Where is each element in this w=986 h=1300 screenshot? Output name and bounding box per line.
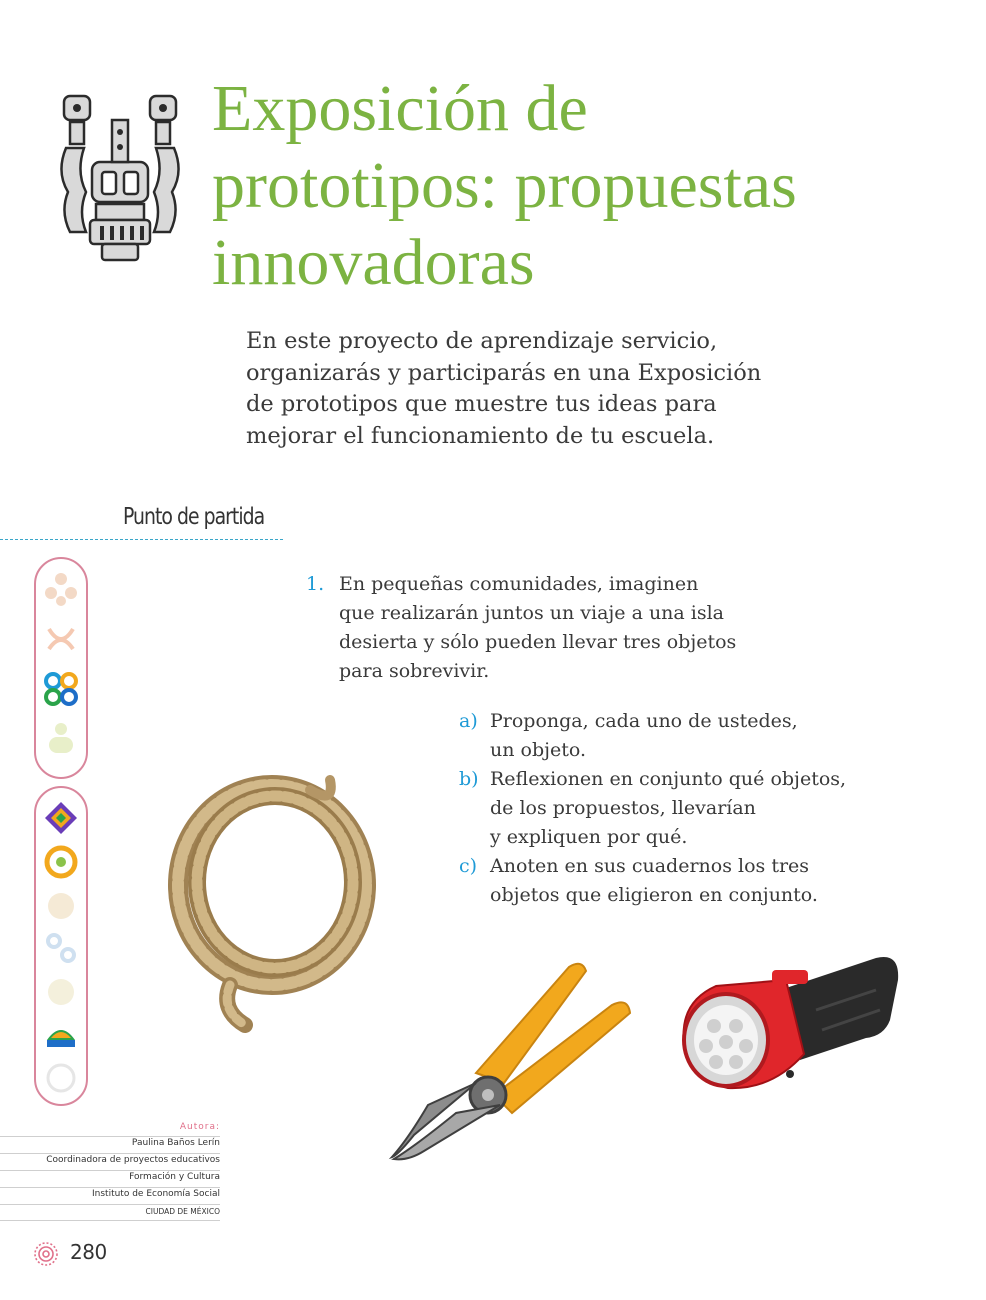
credit-rule	[0, 1153, 220, 1154]
subitem-letter: a)	[459, 710, 478, 732]
section-divider	[0, 539, 283, 540]
question-line: para sobrevivir.	[339, 660, 490, 682]
subitem-line: Proponga, cada uno de ustedes,	[490, 710, 798, 732]
question-line: que realizarán juntos un viaje a una isla	[339, 602, 725, 624]
axis-icon-4	[41, 719, 81, 759]
field-icon-3	[43, 888, 79, 924]
page-number: 280	[70, 1240, 107, 1264]
intro-line: mejorar el funcionamiento de tu escuela.	[246, 422, 715, 449]
credit-city: CIUDAD DE MÉXICO	[145, 1207, 220, 1216]
subitem-letter: b)	[459, 768, 479, 790]
axis-icon-1	[41, 569, 81, 609]
intro-line: de prototipos que muestre tus ideas para	[246, 391, 717, 417]
subitem-line: un objeto.	[490, 739, 587, 761]
credit-role: Coordinadora de proyectos educativos	[46, 1155, 220, 1165]
subitem-line: Anoten en sus cuadernos los tres	[490, 855, 810, 877]
axis-icon-2	[41, 619, 81, 659]
title-line: innovadoras	[212, 226, 535, 299]
credit-org: Formación y Cultura	[129, 1172, 220, 1182]
rope-image	[160, 760, 390, 1040]
credit-rule	[0, 1187, 220, 1188]
credit-label: Autora:	[179, 1122, 220, 1132]
subitem-line: de los propuestos, llevarían	[490, 797, 756, 819]
subitem-line: Reflexionen en conjunto qué objetos,	[490, 768, 847, 790]
field-icon-7	[43, 1060, 79, 1096]
page-number-icon	[32, 1240, 60, 1268]
credit-author-name: Paulina Baños Lerín	[131, 1138, 220, 1148]
credit-rule	[0, 1170, 220, 1171]
credit-org: Instituto de Economía Social	[92, 1189, 220, 1199]
field-icon-1-active	[43, 800, 79, 836]
credit-rule	[0, 1220, 220, 1221]
intro-paragraph	[246, 326, 846, 452]
question-number: 1.	[306, 573, 325, 595]
field-icon-2-active	[43, 844, 79, 880]
field-icon-6-active	[43, 1018, 79, 1054]
subitem-letter: c)	[459, 855, 478, 877]
flashlight-image	[676, 950, 902, 1100]
question-text	[339, 570, 736, 686]
title-line: prototipos: propuestas	[212, 149, 797, 222]
section-heading: Punto de partida	[123, 504, 265, 530]
question-line: En pequeñas comunidades, imaginen	[339, 573, 699, 595]
intro-line: organizarás y participarás en una Exposición	[246, 359, 762, 386]
field-icon-4	[43, 930, 79, 966]
axis-icon-3-active	[41, 669, 81, 709]
title-line: Exposición de	[212, 72, 588, 145]
subitem-line: objetos que eligieron en conjunto.	[490, 884, 818, 906]
credit-rule	[0, 1136, 220, 1137]
subitem-line: y expliquen por qué.	[490, 826, 688, 848]
intro-line: En este proyecto de aprendizaje servicio,	[246, 328, 718, 354]
page-title	[212, 70, 952, 301]
question-line: desierta y sólo pueden llevar tres objetos	[339, 631, 737, 653]
sidebar-axes-capsule	[34, 557, 88, 779]
credit-rule	[0, 1204, 220, 1205]
header-glyph-icon	[56, 92, 184, 264]
sidebar-fields-capsule	[34, 786, 88, 1106]
pliers-image	[384, 955, 634, 1165]
field-icon-5	[43, 974, 79, 1010]
author-credits	[0, 1120, 222, 1225]
